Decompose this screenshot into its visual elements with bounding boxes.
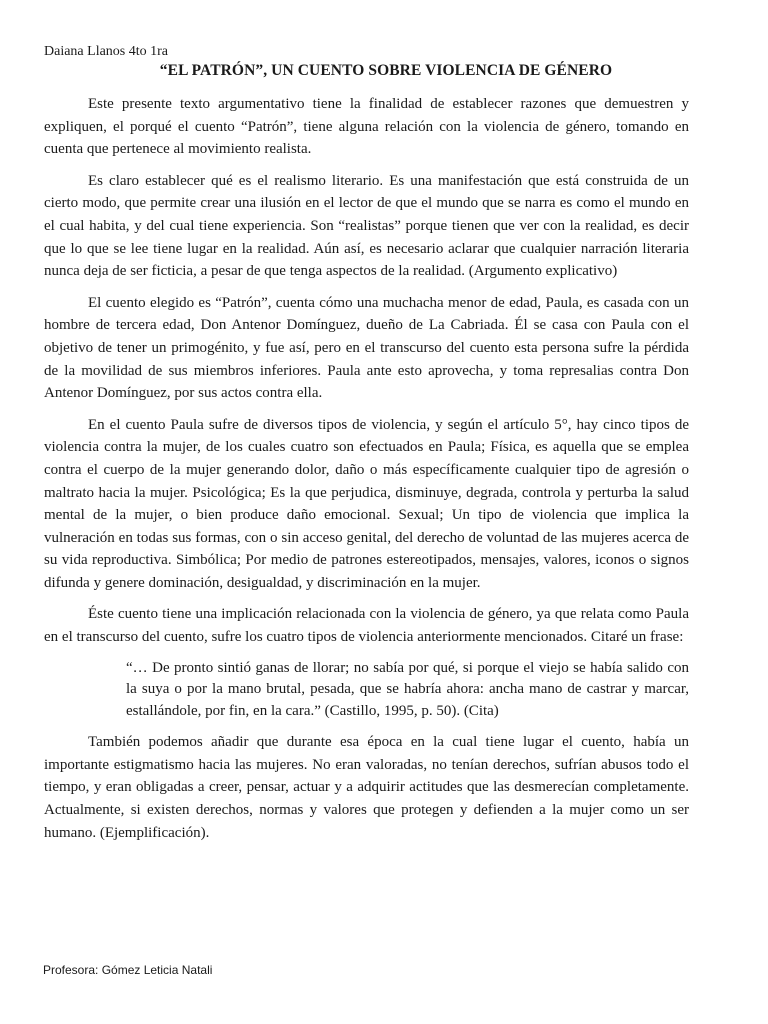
- paragraph-realismo: Es claro establecer qué es el realismo literario. Es una manifestación que está construida de un cierto modo, que permite crear una ilusión en el lector de que el mundo que se narra es como el mundo en el cual habita, y del cual tiene experiencia. Son “realistas” porque tienen que ver con la realidad, es decir que lo que se lee tiene lugar en la realidad. Aún así, es necesario aclarar que cualquier narración literaria nunca deja de ser ficticia, a pesar de que tenga aspectos de la realidad. (Argumento explicativo): [44, 172, 689, 280]
- paragraph-violencia: En el cuento Paula sufre de diversos tipos de violencia, y según el artículo 5°, hay cinco tipos de violencia contra la mujer, de los cuales cuatro son efectuados en Paula; Física, es aquella que se emplea contra el cuerpo de la mujer generando dolor, daño o más específicamente cualquier tipo de agresión o maltrato hacia la mujer. Psicológica; Es la que perjudica, disminuye, degrada, controla y perturba la salud mental de la mujer, o bien produce daño emocional. Sexual; Un tipo de violencia que implica la vulneración en todas sus formas, con o sin acceso genital, del derecho de voluntad de las mujeres acerca de su vida reproductiva. Simbólica; Por medio de patrones estereotipados, mensajes, valores, iconos o signos difunda y genere dominación, desigualdad, y discriminación en la mujer.: [44, 416, 689, 591]
- paragraph-cuento: El cuento elegido es “Patrón”, cuenta cómo una muchacha menor de edad, Paula, es casada con un hombre de tercera edad, Don Antenor Domínguez, dueño de La Cabriada. Él se casa con Paula con el objetivo de tener un primogénito, y fue así, pero en el transcurso del cuento esta persona sufre la pérdida de la movilidad de sus miembros inferiores. Paula ante esto aprovecha, y toma represalias contra Don Antenor Domínguez, por sus actos contra ella.: [44, 294, 689, 402]
- document-body: [44, 93, 689, 853]
- paragraph-closing: También podemos añadir que durante esa época en la cual tiene lugar el cuento, había un importante estigmatismo hacia las mujeres. No eran valoradas, no tenían derechos, sufrían abusos todo el tiempo, y eran obligadas a creer, pensar, actuar y a adquirir actitudes que las desmerecían completamente. Actualmente, si existen derechos, normas y valores que protegen y defienden a la mujer como un ser humano. (Ejemplificación).: [44, 734, 689, 841]
- paragraph-implicacion: Éste cuento tiene una implicación relacionada con la violencia de género, ya que relata como Paula en el transcurso del cuento, sufre los cuatro tipos de violencia anteriormente mencionados. Citaré un frase:: [44, 606, 689, 646]
- block-quote: “… De pronto sintió ganas de llorar; no sabía por qué, si porque el viejo se había salido con la suya o por la mano brutal, pesada, que se habría ahora: ancha mano de castrar y marcar, estallándole, por fin, en la cara.” (Castillo, 1995, p. 50). (Cita): [126, 659, 689, 719]
- document-title: “EL PATRÓN”, UN CUENTO SOBRE VIOLENCIA DE GÉNERO: [159, 62, 613, 79]
- paragraph-intro: Este presente texto argumentativo tiene la finalidad de establecer razones que demuestren y expliquen, el porqué el cuento “Patrón”, tiene alguna relación con la violencia de género, tomando en cuenta que pertenece al movimiento realista.: [44, 96, 689, 158]
- author-line: Daiana Llanos 4to 1ra: [44, 44, 169, 59]
- footer-teacher: Profesora: Gómez Leticia Natali: [43, 963, 213, 977]
